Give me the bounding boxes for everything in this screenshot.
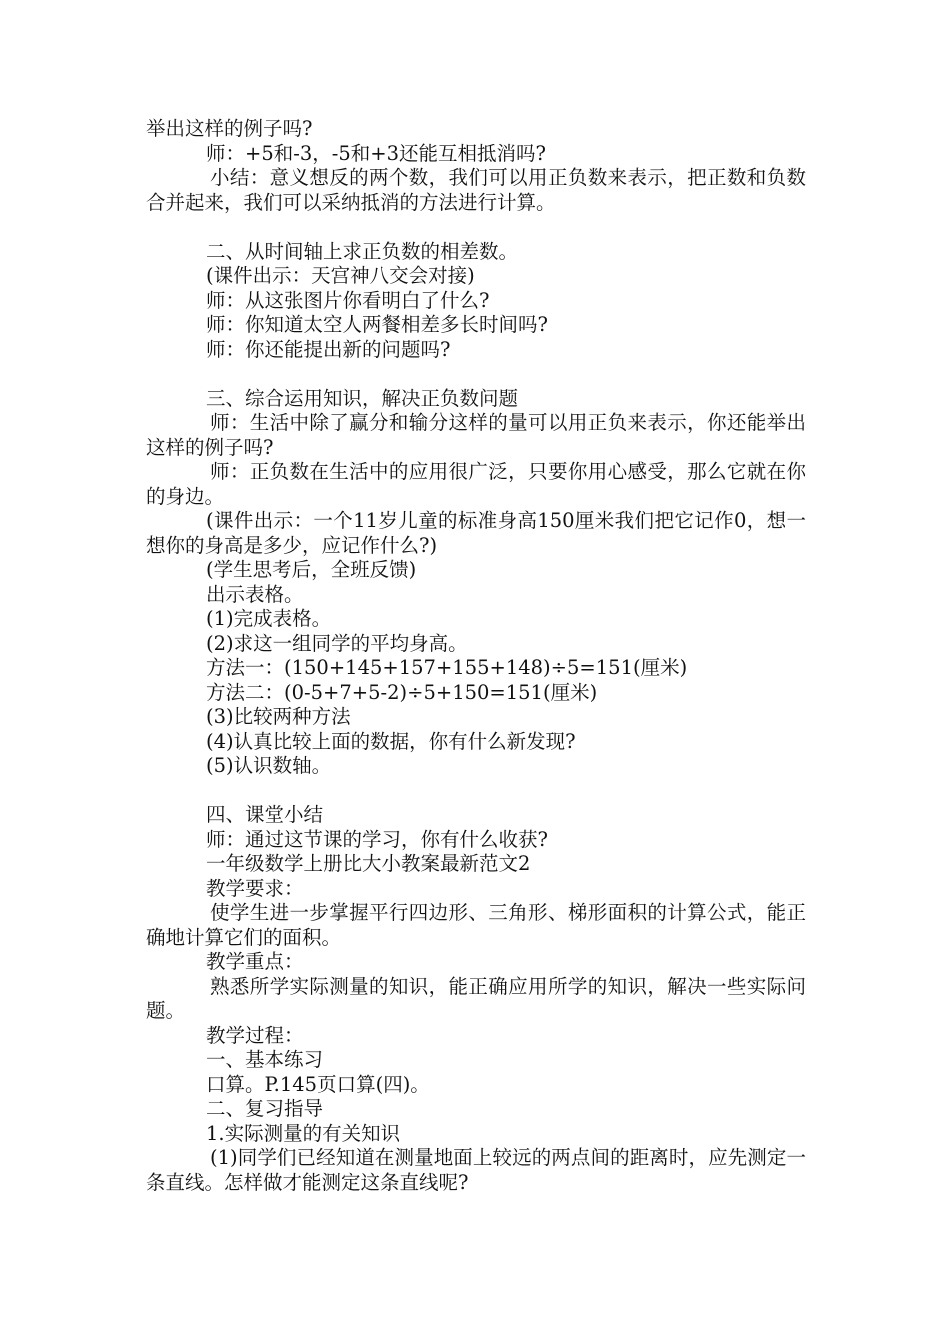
blank-line bbox=[146, 362, 806, 387]
paragraph: 三、综合运用知识，解决正负数问题 bbox=[206, 386, 519, 410]
paragraph: 二、从时间轴上求正负数的相差数。 bbox=[206, 239, 519, 263]
paragraph: (课件出示：一个11岁儿童的标准身高150厘米我们把它记作0，想一想你的身高是多少，应记作什么?) bbox=[146, 509, 806, 557]
paragraph: (学生思考后，全班反馈) bbox=[206, 558, 417, 581]
paragraph: 教学重点： bbox=[206, 950, 304, 973]
paragraph: 使学生进一步掌握平行四边形、三角形、梯形面积的计算公式，能正确地计算它们的面积。 bbox=[146, 901, 806, 949]
paragraph: 师：你还能提出新的问题吗? bbox=[206, 337, 451, 361]
blank-line bbox=[146, 779, 806, 804]
paragraph: (1)完成表格。 bbox=[206, 607, 332, 630]
paragraph: 一年级数学上册比大小教案最新范文2 bbox=[206, 852, 531, 875]
paragraph: 口算。P.145页口算(四)。 bbox=[206, 1072, 430, 1096]
blank-line bbox=[146, 215, 806, 240]
paragraph: 出示表格。 bbox=[206, 582, 304, 606]
paragraph: 一、基本练习 bbox=[206, 1048, 324, 1071]
paragraph: (5)认识数轴。 bbox=[206, 754, 332, 777]
paragraph: (2)求这一组同学的平均身高。 bbox=[206, 631, 468, 655]
paragraph: 师：从这张图片你看明白了什么? bbox=[206, 288, 490, 312]
paragraph: 二、复习指导 bbox=[206, 1097, 324, 1120]
paragraph: 师：正负数在生活中的应用很广泛，只要你用心感受，那么它就在你的身边。 bbox=[146, 460, 806, 508]
paragraph: 教学要求： bbox=[206, 876, 304, 900]
paragraph: (1)同学们已经知道在测量地面上较远的两点间的距离时，应先测定一条直线。怎样做才能测定这条直线呢? bbox=[146, 1146, 806, 1194]
paragraph: 师：生活中除了赢分和输分这样的量可以用正负来表示，你还能举出这样的例子吗? bbox=[146, 411, 806, 459]
paragraph: 师：通过这节课的学习，你有什么收获? bbox=[206, 827, 548, 851]
paragraph: 师：+5和-3，-5和+3还能互相抵消吗? bbox=[206, 141, 546, 165]
paragraph: 师：你知道太空人两餐相差多长时间吗? bbox=[206, 313, 548, 336]
paragraph: 四、课堂小结 bbox=[206, 803, 324, 826]
paragraph: 举出这样的例子吗? bbox=[146, 117, 313, 140]
paragraph: 方法二：(0-5+7+5-2)÷5+150=151(厘米) bbox=[206, 680, 598, 704]
paragraph: 教学过程： bbox=[206, 1023, 304, 1047]
paragraph: (4)认真比较上面的数据，你有什么新发现? bbox=[206, 729, 576, 753]
paragraph: 1.实际测量的有关知识 bbox=[206, 1121, 401, 1145]
paragraph: 熟悉所学实际测量的知识，能正确应用所学的知识，解决一些实际问题。 bbox=[146, 974, 806, 1022]
paragraph: (3)比较两种方法 bbox=[206, 705, 351, 728]
document-body bbox=[146, 117, 806, 1195]
paragraph: 方法一：(150+145+157+155+148)÷5=151(厘米) bbox=[206, 656, 688, 679]
paragraph: (课件出示：天宫神八交会对接) bbox=[206, 264, 475, 287]
paragraph: 小结：意义想反的两个数，我们可以用正负数来表示，把正数和负数合并起来，我们可以采纳抵消的方法进行计算。 bbox=[146, 166, 806, 214]
